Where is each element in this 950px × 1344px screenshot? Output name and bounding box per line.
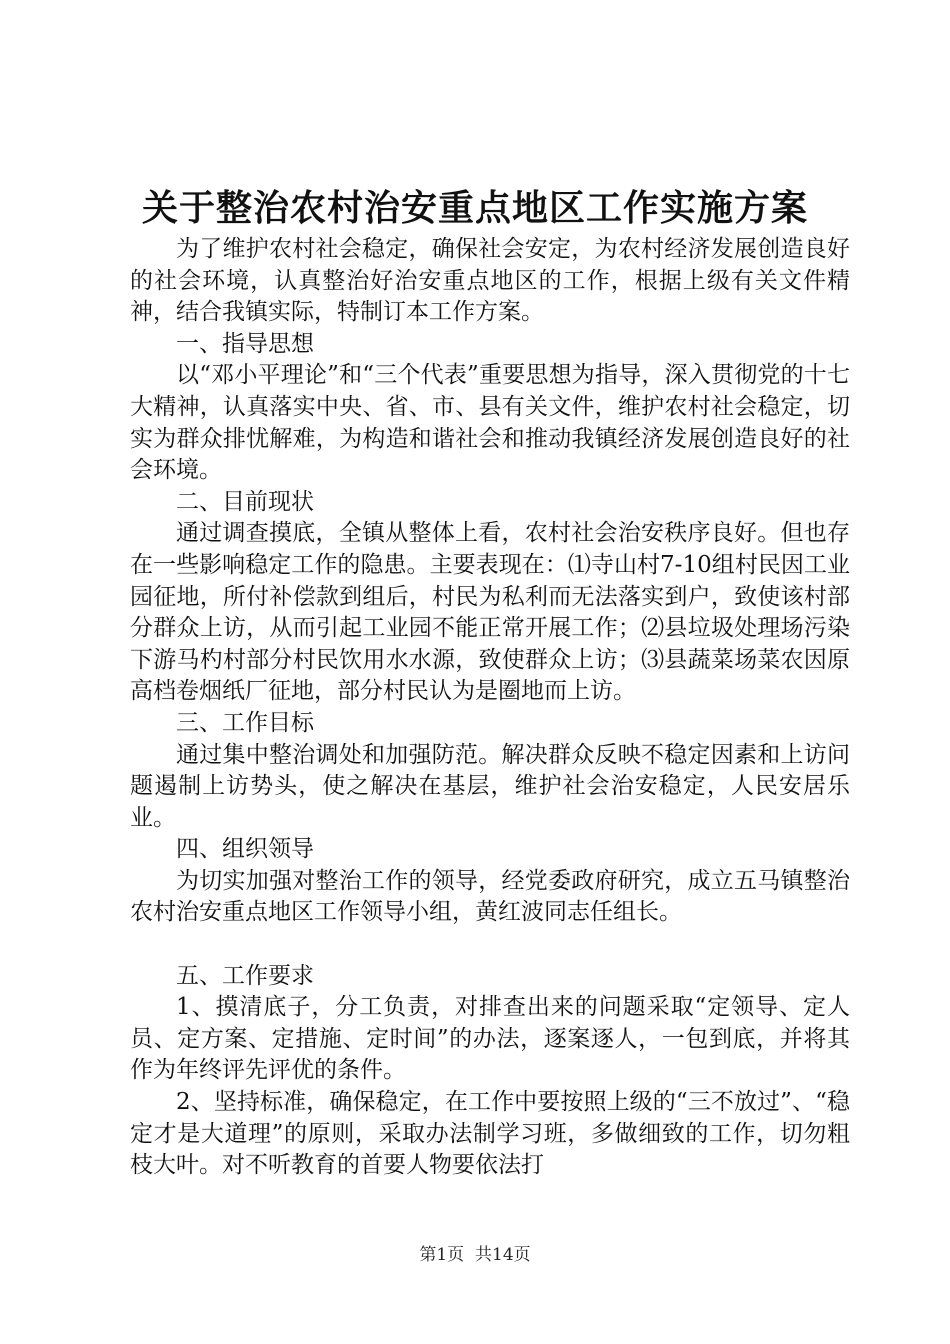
- footer-separator: [464, 1245, 475, 1265]
- page-total: 共14页: [475, 1245, 531, 1265]
- heading-organization: 四、组织领导: [176, 836, 314, 863]
- paragraph-requirement-2: 2、坚持标准，确保稳定，在工作中要按照上级的“三不放过”、“稳定才是大道理”的原则，采取办法制学习班，多做细致的工作，切勿粗枝大叶。对不听教育的首要人物要依法打: [130, 1089, 850, 1179]
- document-title: 关于整治农村治安重点地区工作实施方案: [141, 187, 808, 229]
- paragraph-intro: 为了维护农村社会稳定，确保社会安定，为农村经济发展创造良好的社会环境，认真整治好治安重点地区的工作，根据上级有关文件精神，结合我镇实际，特制订本工作方案。: [130, 236, 850, 326]
- heading-current-status: 二、目前现状: [176, 488, 314, 515]
- paragraph-requirement-1: 1、摸清底子，分工负责，对排查出来的问题采取“定领导、定人员、定方案、定措施、定时间”的办法，逐案逐人，一包到底，并将其作为年终评先评优的条件。: [130, 994, 850, 1084]
- paragraph-current-status: 通过调查摸底，全镇从整体上看，农村社会治安秩序良好。但也存在一些影响稳定工作的隐患。主要表现在：⑴寺山村7-10组村民因工业园征地，所付补偿款到组后，村民为私利而无法落实到户，致使该村部分群众上访，从而引起工业园不能正常开展工作；⑵县垃圾处理场污染下游马杓村部分村民饮用水水源，致使群众上访；⑶县蔬菜场菜农因原高档卷烟纸厂征地，部分村民认为是圈地而上访。: [130, 520, 850, 705]
- paragraph-guiding-ideology: 以“邓小平理论”和“三个代表”重要思想为指导，深入贯彻党的十七大精神，认真落实中央、省、市、县有关文件，维护农村社会稳定，切实为群众排忧解难，为构造和谐社会和推动我镇经济发展创造良好的社会环境。: [130, 362, 850, 484]
- paragraph-work-goals: 通过集中整治调处和加强防范。解决群众反映不稳定因素和上访问题遏制上访势头，使之解决在基层，维护社会治安稳定，人民安居乐业。: [130, 741, 850, 831]
- page-number: 第1页: [419, 1245, 465, 1265]
- heading-work-goals: 三、工作目标: [176, 709, 314, 736]
- heading-guiding-ideology: 一、指导思想: [176, 330, 314, 357]
- paragraph-organization: 为切实加强对整治工作的领导，经党委政府研究，成立五马镇整治农村治安重点地区工作领导小组，黄红波同志任组长。: [130, 867, 850, 926]
- document-body: [130, 234, 850, 1182]
- heading-work-requirements: 五、工作要求: [176, 962, 314, 989]
- page-footer: [0, 1243, 950, 1267]
